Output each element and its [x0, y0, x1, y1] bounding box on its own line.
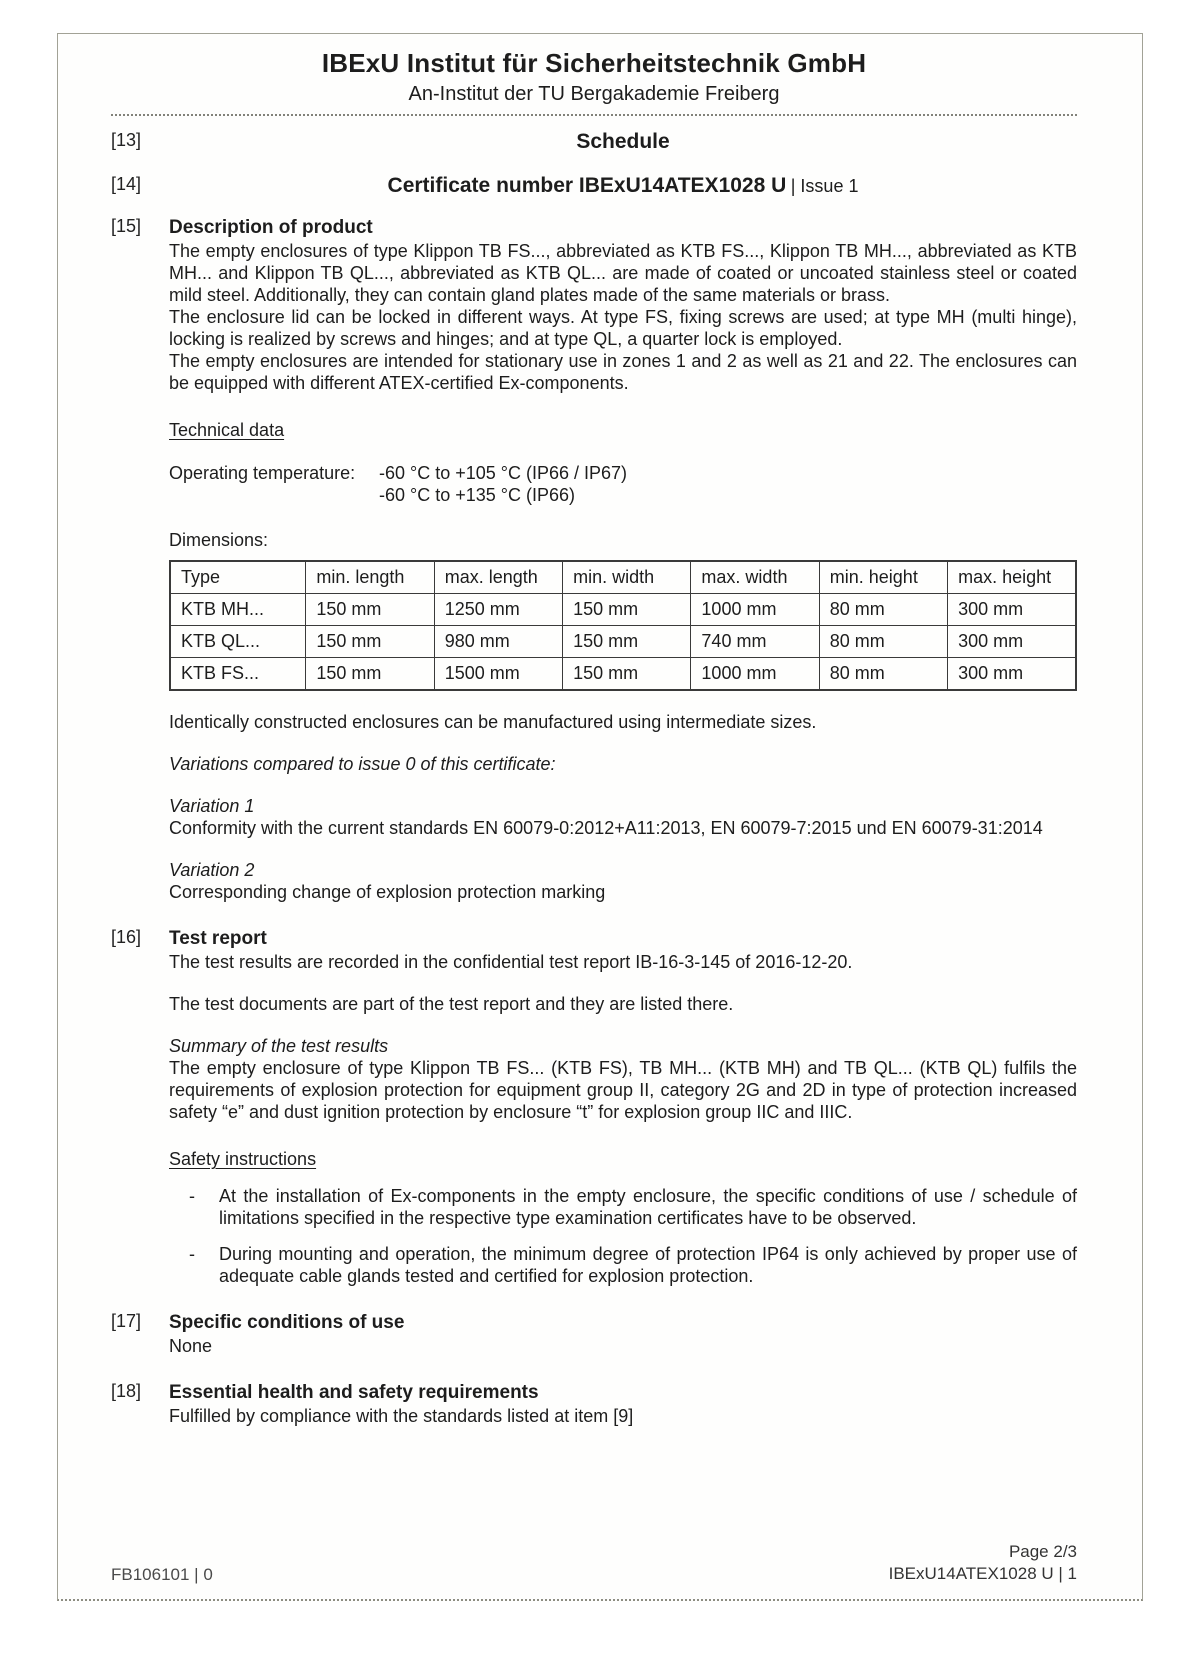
table-header-cell: max. length	[434, 561, 562, 594]
table-cell: 300 mm	[948, 594, 1076, 626]
test-report-paragraph: The test documents are part of the test report and they are listed there.	[169, 994, 734, 1014]
bullet-text: During mounting and operation, the minimum degree of protection IP64 is only achieved by proper use of adequate cable glands tested and certified for explosion protection.	[219, 1244, 1077, 1286]
certificate-title: Certificate number IBExU14ATEX1028 U	[387, 174, 787, 197]
section-14-certificate-number	[111, 174, 1077, 198]
table-cell: KTB MH...	[170, 594, 306, 626]
table-row	[170, 594, 1076, 626]
table-header-cell: min. length	[306, 561, 434, 594]
safety-bullet	[169, 1243, 1077, 1287]
bullet-marker: -	[189, 1244, 195, 1264]
table-cell: 150 mm	[563, 594, 691, 626]
footer-certificate-number: IBExU14ATEX1028 U | 1	[888, 1564, 1077, 1583]
summary-heading: Summary of the test results	[169, 1036, 389, 1056]
certificate-issue: | Issue 1	[790, 176, 859, 196]
specific-conditions-heading: Specific conditions of use	[169, 1312, 405, 1333]
footer-form-number: FB106101 | 0	[111, 1565, 213, 1584]
section-13-schedule	[111, 130, 1077, 154]
section-ref-18: [18]	[111, 1381, 142, 1401]
dimensions-label: Dimensions:	[169, 530, 269, 550]
page-footer	[111, 1541, 1077, 1585]
table-cell: 80 mm	[819, 626, 947, 658]
safety-instructions-heading: Safety instructions	[169, 1149, 317, 1169]
table-cell: 150 mm	[563, 658, 691, 691]
letterhead	[111, 48, 1077, 106]
table-header-cell: Type	[170, 561, 306, 594]
operating-temperature-value: -60 °C to +135 °C (IP66)	[379, 485, 575, 505]
page-frame	[57, 33, 1143, 1601]
description-paragraph: The enclosure lid can be locked in different ways. At type FS, fixing screws are used; at type MH (multi hinge), locking is realized by screws and hinges; and at type QL, a quarter lock is employed.	[169, 307, 1077, 349]
institute-subtitle: An-Institut der TU Bergakademie Freiberg	[408, 83, 780, 105]
health-safety-heading: Essential health and safety requirements	[169, 1382, 539, 1403]
bullet-marker: -	[189, 1186, 195, 1206]
dimensions-table	[169, 560, 1077, 691]
bullet-text: At the installation of Ex-components in the empty enclosure, the specific conditions of use / schedule of limitations specified in the respective type examination certificates have to be observed.	[219, 1186, 1077, 1228]
table-row	[170, 626, 1076, 658]
table-header-cell: min. height	[819, 561, 947, 594]
description-heading: Description of product	[169, 217, 373, 238]
table-cell: KTB FS...	[170, 658, 306, 691]
table-header-row	[170, 561, 1076, 594]
table-row	[170, 658, 1076, 691]
table-header-cell: max. width	[691, 561, 819, 594]
description-paragraph: The empty enclosures are intended for stationary use in zones 1 and 2 as well as 21 and 22. The enclosures can be equipped with different ATEX-certified Ex-components.	[169, 351, 1077, 393]
summary-text: The empty enclosure of type Klippon TB FS... (KTB FS), TB MH... (KTB MH) and TB QL... (KTB QL) fulfils the requirements of explosion protection for equipment group II, category 2G and 2D in type of protection increased safety “e” and dust ignition protection by enclosure “t” for explosion group IIC and IIIC.	[169, 1058, 1077, 1122]
description-paragraph: The empty enclosures of type Klippon TB FS..., abbreviated as KTB FS..., Klippon TB MH..., abbreviated as KTB MH... and Klippon TB QL..., abbreviated as KTB QL... are made of coated or uncoated stainless steel or coated mild steel. Additionally, they can contain gland plates made of the same materials or brass.	[169, 241, 1077, 305]
section-17-specific-conditions	[111, 1311, 1077, 1357]
table-cell: 150 mm	[306, 594, 434, 626]
table-cell: 300 mm	[948, 658, 1076, 691]
operating-temperature-label: Operating temperature:	[169, 463, 356, 483]
table-cell: 980 mm	[434, 626, 562, 658]
footer-page-number: Page 2/3	[1008, 1542, 1077, 1561]
section-ref-14: [14]	[111, 174, 142, 194]
section-ref-16: [16]	[111, 927, 142, 947]
section-ref-15: [15]	[111, 216, 142, 236]
operating-temperature-value: -60 °C to +105 °C (IP66 / IP67)	[379, 463, 628, 483]
test-report-heading: Test report	[169, 928, 267, 949]
table-cell: 150 mm	[563, 626, 691, 658]
section-ref-17: [17]	[111, 1311, 142, 1331]
table-cell: 1250 mm	[434, 594, 562, 626]
table-cell: KTB QL...	[170, 626, 306, 658]
table-cell: 150 mm	[306, 626, 434, 658]
table-header-cell: max. height	[948, 561, 1076, 594]
table-cell: 80 mm	[819, 658, 947, 691]
section-18-health-safety	[111, 1381, 1077, 1427]
intermediate-sizes-note: Identically constructed enclosures can be manufactured using intermediate sizes.	[169, 712, 817, 732]
specific-conditions-text: None	[169, 1336, 213, 1356]
variation-heading: Variation 1	[169, 796, 255, 816]
table-cell: 740 mm	[691, 626, 819, 658]
header-rule	[111, 114, 1077, 116]
table-cell: 1000 mm	[691, 594, 819, 626]
table-cell: 80 mm	[819, 594, 947, 626]
test-report-paragraph: The test results are recorded in the confidential test report IB-16-3-145 of 2016-12-20.	[169, 952, 853, 972]
table-cell: 300 mm	[948, 626, 1076, 658]
table-header-cell: min. width	[563, 561, 691, 594]
section-ref-13: [13]	[111, 130, 142, 150]
safety-bullet	[169, 1185, 1077, 1229]
institute-name: IBExU Institut für Sicherheitstechnik GmbH	[321, 48, 867, 78]
variation-text: Conformity with the current standards EN 60079-0:2012+A11:2013, EN 60079-7:2015 und EN 60079-31:2014	[169, 818, 1043, 838]
technical-data-heading: Technical data	[169, 420, 285, 440]
variations-intro: Variations compared to issue 0 of this certificate:	[169, 754, 556, 774]
operating-temperature	[169, 462, 1077, 506]
section-15-description	[111, 216, 1077, 903]
variation-heading: Variation 2	[169, 860, 255, 880]
table-cell: 1500 mm	[434, 658, 562, 691]
table-cell: 1000 mm	[691, 658, 819, 691]
table-cell: 150 mm	[306, 658, 434, 691]
health-safety-text: Fulfilled by compliance with the standards listed at item [9]	[169, 1406, 634, 1426]
variation-text: Corresponding change of explosion protection marking	[169, 882, 606, 902]
section-16-test-report	[111, 927, 1077, 1287]
schedule-title: Schedule	[576, 130, 670, 153]
